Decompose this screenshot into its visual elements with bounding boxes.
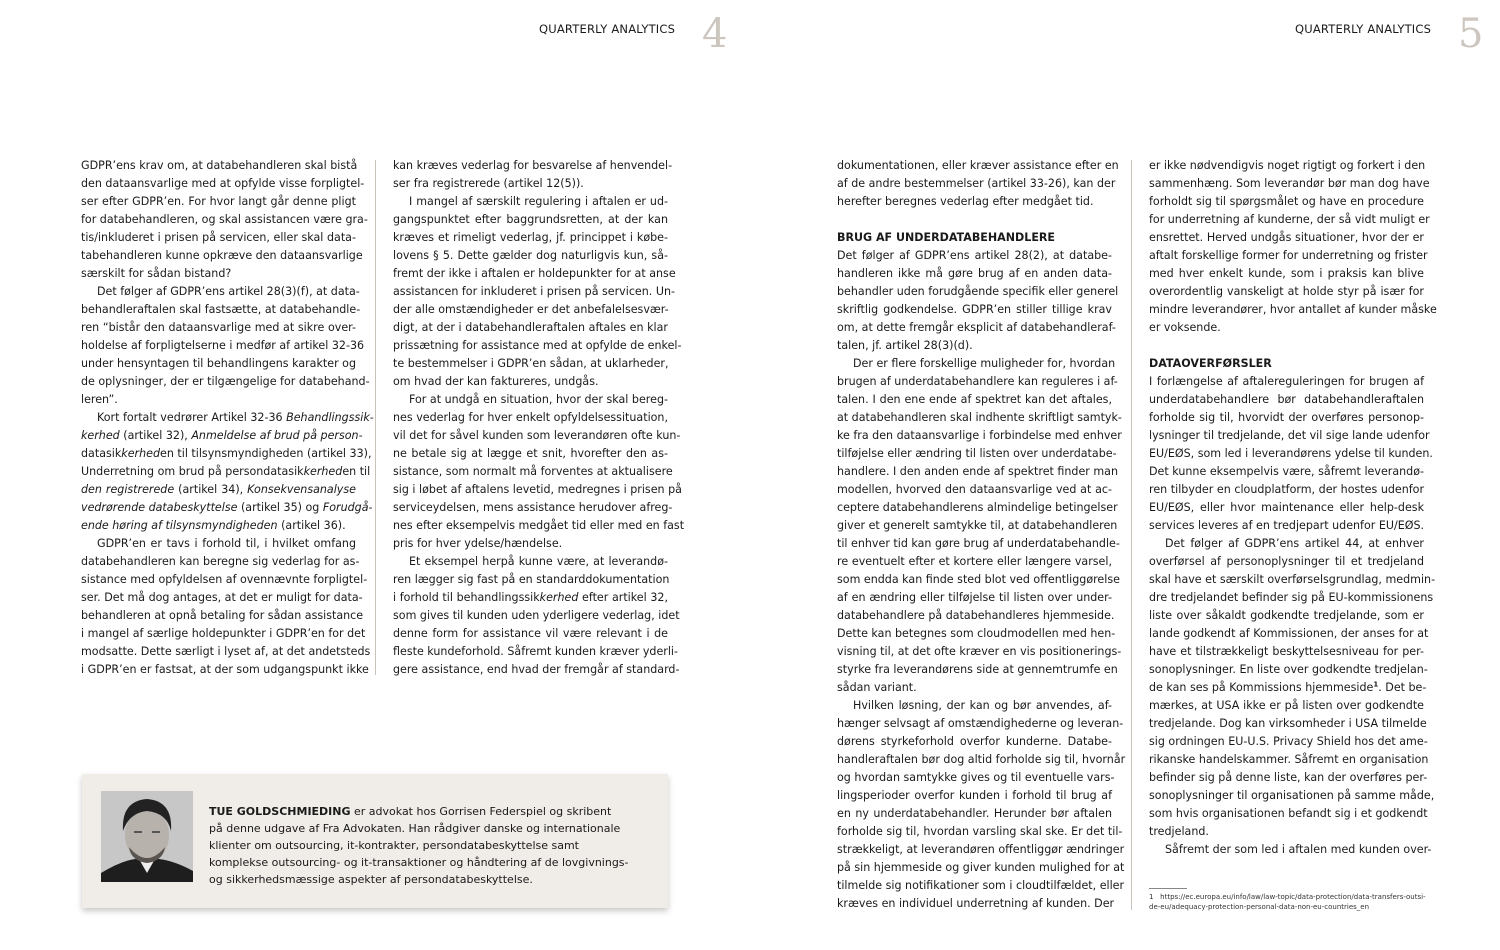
text-line: EU/EØS, eller hvor maintenance eller help-desk	[1149, 501, 1424, 514]
text-line: styrke fra leverandørens side at gennemtrumfe en	[837, 663, 1118, 676]
page-header-right: QUARTERLY ANALYTICS	[1295, 22, 1432, 36]
right-page-column-1	[837, 157, 1126, 913]
text-line: ren tilbyder en cloudplatform, der hostes udenfor	[1149, 483, 1424, 496]
text-line: i forhold til behandlingssikkerhed efter artikel 32,	[393, 591, 668, 604]
text-line: have et tilstrækkeligt beskyttelsesniveau for per-	[1149, 645, 1424, 658]
text-line: i mangel af særlige holdepunkter i GDPR’en for det	[81, 627, 366, 640]
text-line: brugen af underdatabehandlere kan reguleres i af-	[837, 375, 1118, 388]
section-heading: BRUG AF UNDERDATABEHANDLERE	[837, 231, 1056, 244]
author-portrait-icon	[101, 791, 193, 882]
text-line: sig ordningen EU-U.S. Privacy Shield hos det ame-	[1149, 735, 1428, 748]
text-line: talen. I den ene ende af spektret kan det aftales,	[837, 393, 1112, 406]
text-line: modellen, hvorved den dataansvarlige ved at ac-	[837, 483, 1112, 496]
author-name: TUE GOLDSCHMIEDING	[209, 805, 351, 818]
text-line: I forlængelse af aftalereguleringen for brugen af	[1149, 375, 1424, 388]
text-line: Såfremt der som led i aftalen med kunden over-	[1165, 843, 1432, 856]
text-line: for underretning af kunderne, der så vidt muligt er	[1149, 213, 1430, 226]
text-line: ceptere databehandlerens almindelige betingelser	[837, 501, 1118, 514]
text-line: gere assistance, end hvad der fremgår af standard-	[393, 663, 680, 676]
text-line: giver et generelt samtykke til, at databehandleren	[837, 519, 1118, 532]
text-line: behandleraftalen skal fastsætte, at databehandle-	[81, 303, 361, 316]
text-line: sammenhæng. Som leverandør bør man dog have	[1149, 177, 1430, 190]
text-line: de oplysninger, der er tilgængelige for databehand-	[81, 375, 370, 388]
text-line: tilføjelse eller ændring til listen over underdatabe-	[837, 447, 1117, 460]
text-line: tis/inkluderet i prisen på servicen, eller skal data-	[81, 231, 356, 244]
page-number-left: 4	[702, 11, 728, 57]
text-line: og hvordan samtykke gives og til eventuelle vars-	[837, 771, 1115, 784]
spacer	[837, 211, 1112, 229]
text-line: dre tredjelandet befinder sig på EU-kommissionens	[1149, 591, 1434, 604]
text-line: den registrerede (artikel 34), Konsekvensanalyse	[81, 483, 356, 496]
text-line: den dataansvarlige med at opfylde visse forpligtel-	[81, 177, 365, 190]
bio-line: komplekse outsourcing- og it-transaktioner og håndtering af de lovgivnings-	[209, 856, 629, 869]
text-line: Underretning om brud på persondatasikkerheden til	[81, 465, 371, 478]
text-line: databehandlere på databehandleres hjemmeside.	[837, 609, 1115, 622]
text-line: de kan ses på Kommissions hjemmeside$^1$. Det be-	[1149, 680, 1427, 694]
text-line: visning til, at det ofte kræver en vis positionerings-	[837, 645, 1122, 658]
text-line: at databehandleren skal indhente skriftligt samtyk-	[837, 411, 1122, 424]
text-line: gangspunktet efter baggrundsretten, at der kan	[393, 213, 668, 226]
text-line: holdelse af forpligtelserne i medfør af artikel 32-36	[81, 339, 365, 352]
text-line: vedrørende databeskyttelse (artikel 35) og Forudgå-	[81, 501, 373, 514]
text-line: skal have et særskilt overførselsgrundlag, medmin-	[1149, 573, 1436, 586]
text-line: herefter beregnes vederlag efter medgået tid.	[837, 195, 1094, 208]
text-line: For at undgå en situation, hvor der skal bereg-	[409, 393, 668, 406]
bio-line: TUE GOLDSCHMIEDING er advokat hos Gorrisen Federspiel og skribent	[209, 805, 612, 818]
bio-line: klienter om outsourcing, it-kontrakter, persondatabeskyttelse samt	[209, 839, 579, 852]
text-line: assistancen for inkluderet i prisen på servicen. Un-	[393, 285, 675, 298]
text-line: nes vederlag for hver enkelt opfyldelsessituation,	[393, 411, 668, 424]
text-line: på sin hjemmeside og giver kunden mulighed for at	[837, 861, 1125, 874]
text-line: denne form for assistance vil være relevant i de	[393, 627, 668, 640]
text-line: tabehandleren kunne opkræve den dataansvarlige	[81, 249, 363, 262]
text-line: om hvad der kan faktureres, undgås.	[393, 375, 599, 388]
text-line: for databehandleren, og skal assistancen være gra-	[81, 213, 368, 226]
text-line: Det følger af GDPR’ens artikel 28(2), at databe-	[837, 249, 1112, 262]
text-line: serviceydelsen, mens assistance herudover afreg-	[393, 501, 673, 514]
text-line: prissætning for assistance med at opfylde de enkel-	[393, 339, 682, 352]
text-line: GDPR’ens krav om, at databehandleren skal bistå	[81, 159, 358, 172]
footnote-number: 1	[1149, 893, 1154, 901]
text-line: til enhver tid kan gøre brug af underdatabehandle-	[837, 537, 1120, 550]
text-line: overordentlig vanskeligt at holde styr på især for	[1149, 285, 1424, 298]
text-line: lande godkendt af Kommissionen, der anses for at	[1149, 627, 1429, 640]
page-number-right: 5	[1458, 11, 1484, 57]
text-line: underdatabehandlere bør databehandleraftalen	[1149, 393, 1424, 406]
text-line: befinder sig på denne liste, kan der overføres per-	[1149, 771, 1428, 784]
text-line: Det følger af GDPR’ens artikel 44, at enhver	[1165, 537, 1424, 550]
text-line: behandleren at opnå betaling for sådan assistance	[81, 609, 364, 622]
text-line: kræves en individuel underretning af kunden. Der	[837, 897, 1115, 910]
text-line: er ikke nødvendigvis noget rigtigt og forkert i den	[1149, 159, 1426, 172]
left-page-column-1	[81, 157, 374, 679]
text-line: forholde sig til, hvorvidt der overføres personop-	[1149, 411, 1424, 424]
text-line: Dette kan betegnes som cloudmodellen med hen-	[837, 627, 1116, 640]
bio-line: og sikkerhedsmæssige aspekter af persondatabeskyttelse.	[209, 873, 533, 886]
text-line: overførsel af personoplysninger til et tredjeland	[1149, 555, 1424, 568]
text-line: strækkeligt, at leverandøren offentliggør ændringer	[837, 843, 1125, 856]
text-line: ser efter GDPR’en. For hvor langt går denne pligt	[81, 195, 356, 208]
text-line: tredjeland.	[1149, 825, 1209, 838]
text-line: tilmelde sig notifikationer som i cloudtilfældet, eller	[837, 879, 1125, 892]
footnote-link[interactable]: https://ec.europa.eu/info/law/law-topic/data-protection/data-transfers-outsi-	[1160, 893, 1426, 901]
text-line: modsatte. Dette særligt i lyset af, at det andetsteds	[81, 645, 371, 658]
text-line: Det følger af GDPR’ens artikel 28(3)(f), at data-	[97, 285, 360, 298]
text-line: ren lægger sig fast på en standarddokumentation	[393, 573, 670, 586]
text-line: nes efter eksempelvis medgået tid eller med en fast	[393, 519, 685, 532]
text-line: Det kunne eksempelvis være, såfremt leverandø-	[1149, 465, 1424, 478]
text-line: kan kræves vederlag for besvarelse af henvendel-	[393, 159, 673, 172]
text-line: en ny underdatabehandler. Herunder bør aftalen	[837, 807, 1112, 820]
text-line: databehandleren kan beregne sig vederlag for as-	[81, 555, 360, 568]
text-line: ser fra registrerede (artikel 12(5)).	[393, 177, 584, 190]
author-bio-box	[82, 774, 668, 908]
bio-line: på denne udgave af Fra Advokaten. Han rådgiver danske og internationale	[209, 822, 621, 835]
column-divider	[375, 160, 376, 675]
text-line: som endda kan finde sted blot ved offentliggørelse	[837, 573, 1120, 586]
text-line: services leveres af en tredjepart udenfor EU/EØS.	[1149, 519, 1425, 532]
text-line: handleraftalen bør dog altid forholde sig til, hvornår	[837, 753, 1126, 766]
text-line: rikanske handelskammer. Såfremt en organisation	[1149, 753, 1429, 766]
text-line: ke fra den dataansvarlige i forbindelse med enhver	[837, 429, 1122, 442]
text-line: kerhed (artikel 32), Anmeldelse af brud på person-	[81, 429, 363, 442]
text-line: forholde sig til, hvordan varsling skal ske. Er det til-	[837, 825, 1123, 838]
section-heading: DATAOVERFØRSLER	[1149, 357, 1272, 370]
text-line: Kort fortalt vedrører Artikel 32-36 Behandlingssik-	[97, 411, 374, 424]
text-line: under hensyntagen til behandlingens karakter og	[81, 357, 356, 370]
text-line: te bestemmelser i GDPR’en sådan, at uklarheder,	[393, 357, 669, 370]
text-line: skriftlig godkendelse. GDPR’en stiller tillige krav	[837, 303, 1112, 316]
author-bio-text	[209, 803, 649, 888]
text-line: med hver enkelt kunde, som i praksis kan blive	[1149, 267, 1424, 280]
text-line: Hvilken løsning, der kan og bør anvendes, af-	[853, 699, 1112, 712]
text-line: lingsperioder overfor kunden i forhold til brug af	[837, 789, 1112, 802]
text-line: ende høring af tilsynsmyndigheden (artikel 36).	[81, 519, 346, 532]
text-line: tredjelande. Dog kan virksomheder i USA tilmelde	[1149, 717, 1427, 730]
footnote-rule	[1149, 888, 1187, 889]
text-line: handleren ikke må gøre brug af en anden data-	[837, 267, 1112, 280]
text-line: ensrettet. Herved undgås situationer, hvor der er	[1149, 231, 1424, 244]
footnote	[1149, 892, 1434, 912]
text-line: sig i løbet af aftalens levetid, medregnes i prisen på	[393, 483, 682, 496]
text-line: GDPR’en er tavs i forhold til, i hvilket omfang	[97, 537, 356, 550]
text-line: ne betale sig at lægge et snit, hvorefter den as-	[393, 447, 668, 460]
text-line: EU/EØS, som led i leverandørens ydelse til kunden.	[1149, 447, 1433, 460]
text-line: sistance, som normalt må forventes at aktualisere	[393, 465, 673, 478]
text-line: aftalt forskellige former for underretning og frister	[1149, 249, 1428, 262]
text-line: dokumentationen, eller kræver assistance efter en	[837, 159, 1119, 172]
page-header-left: QUARTERLY ANALYTICS	[539, 22, 676, 36]
text-line: ren “bistår den dataansvarlige med at sikre over-	[81, 321, 356, 334]
text-line: om, at dette fremgår eksplicit af databehandleraf-	[837, 321, 1116, 334]
text-line: sistance med opfyldelsen af ovennævnte forpligtel-	[81, 573, 368, 586]
text-line: af de andre bestemmelser (artikel 33-26), kan der	[837, 177, 1116, 190]
text-line: lovens § 5. Dette gælder dog naturligvis kun, så-	[393, 249, 668, 262]
text-line: der alle omstændigheder er det anbefalelsesvær-	[393, 303, 669, 316]
text-line: hænger selvsagt af omstændighederne og leveran-	[837, 717, 1124, 730]
text-line: kræves et rimeligt vederlag, jf. princippet i købe-	[393, 231, 668, 244]
text-line: talen, jf. artikel 28(3)(d).	[837, 339, 973, 352]
text-line: særskilt for sådan bistand?	[81, 267, 232, 280]
text-line: af en ændring eller tilføjelse til listen over under-	[837, 591, 1112, 604]
text-line: mærkes, at USA ikke er på listen over godkendte	[1149, 699, 1424, 712]
column-divider	[1131, 160, 1132, 910]
text-line: re eventuelt efter et kortere eller længere varsel,	[837, 555, 1112, 568]
text-line: lysninger til tredjelande, det vil sige lande udenfor	[1149, 429, 1430, 442]
text-line: er voksende.	[1149, 321, 1221, 334]
text-line: handlere. I den anden ende af spektret finder man	[837, 465, 1119, 478]
text-line: I mangel af særskilt regulering i aftalen er ud-	[409, 195, 668, 208]
text-line: datasikkerheden til tilsynsmyndigheden (artikel 33),	[81, 447, 372, 460]
text-line: som hvis organisationen befandt sig i et godkendt	[1149, 807, 1428, 820]
author-photo	[101, 791, 193, 882]
text-line: mindre leverandører, hvor antallet af kunder måske	[1149, 303, 1437, 316]
text-line: vil det for såvel kunden som leverandøren ofte kun-	[393, 429, 681, 442]
text-line: pris for hver ydelse/hændelse.	[393, 537, 563, 550]
text-line: dørens styrkeforhold overfor kunderne. Databe-	[837, 735, 1112, 748]
text-line: sådan variant.	[837, 681, 917, 694]
text-line: fleste kundeforhold. Såfremt kunden kræver yderli-	[393, 645, 679, 658]
text-line: Et eksempel herpå kunne være, at leverandø-	[409, 555, 668, 568]
text-line: Der er flere forskellige muligheder for, hvordan	[853, 357, 1116, 370]
text-line: i GDPR’en er fastsat, at der som udgangspunkt ikke	[81, 663, 369, 676]
footnote-link-cont[interactable]: de-eu/adequacy-protection-personal-data-non-eu-countries_en	[1149, 903, 1370, 911]
text-line: fremt der ikke i aftalen er holdepunkter for at anse	[393, 267, 676, 280]
text-line: som gives til kunden uden yderligere vederlag, idet	[393, 609, 680, 622]
text-line: ser. Det må dog antages, at det er muligt for data-	[81, 591, 363, 604]
left-page-column-2	[393, 157, 685, 679]
text-line: digt, at der i databehandleraftalen aftales en klar	[393, 321, 668, 334]
text-line: sonoplysninger til organisationen på samme måde,	[1149, 789, 1435, 802]
text-line: leren”.	[81, 393, 118, 406]
right-page-column-2	[1149, 157, 1437, 859]
text-line: liste over såkaldt godkendte tredjelande, som er	[1149, 609, 1424, 622]
text-line: forholdt sig til spørgsmålet og have en procedure	[1149, 195, 1424, 208]
spacer	[1149, 337, 1424, 355]
text-line: behandler uden forudgående specifik eller generel	[837, 285, 1119, 298]
text-line: sonoplysninger. En liste over godkendte tredjelan-	[1149, 663, 1428, 676]
